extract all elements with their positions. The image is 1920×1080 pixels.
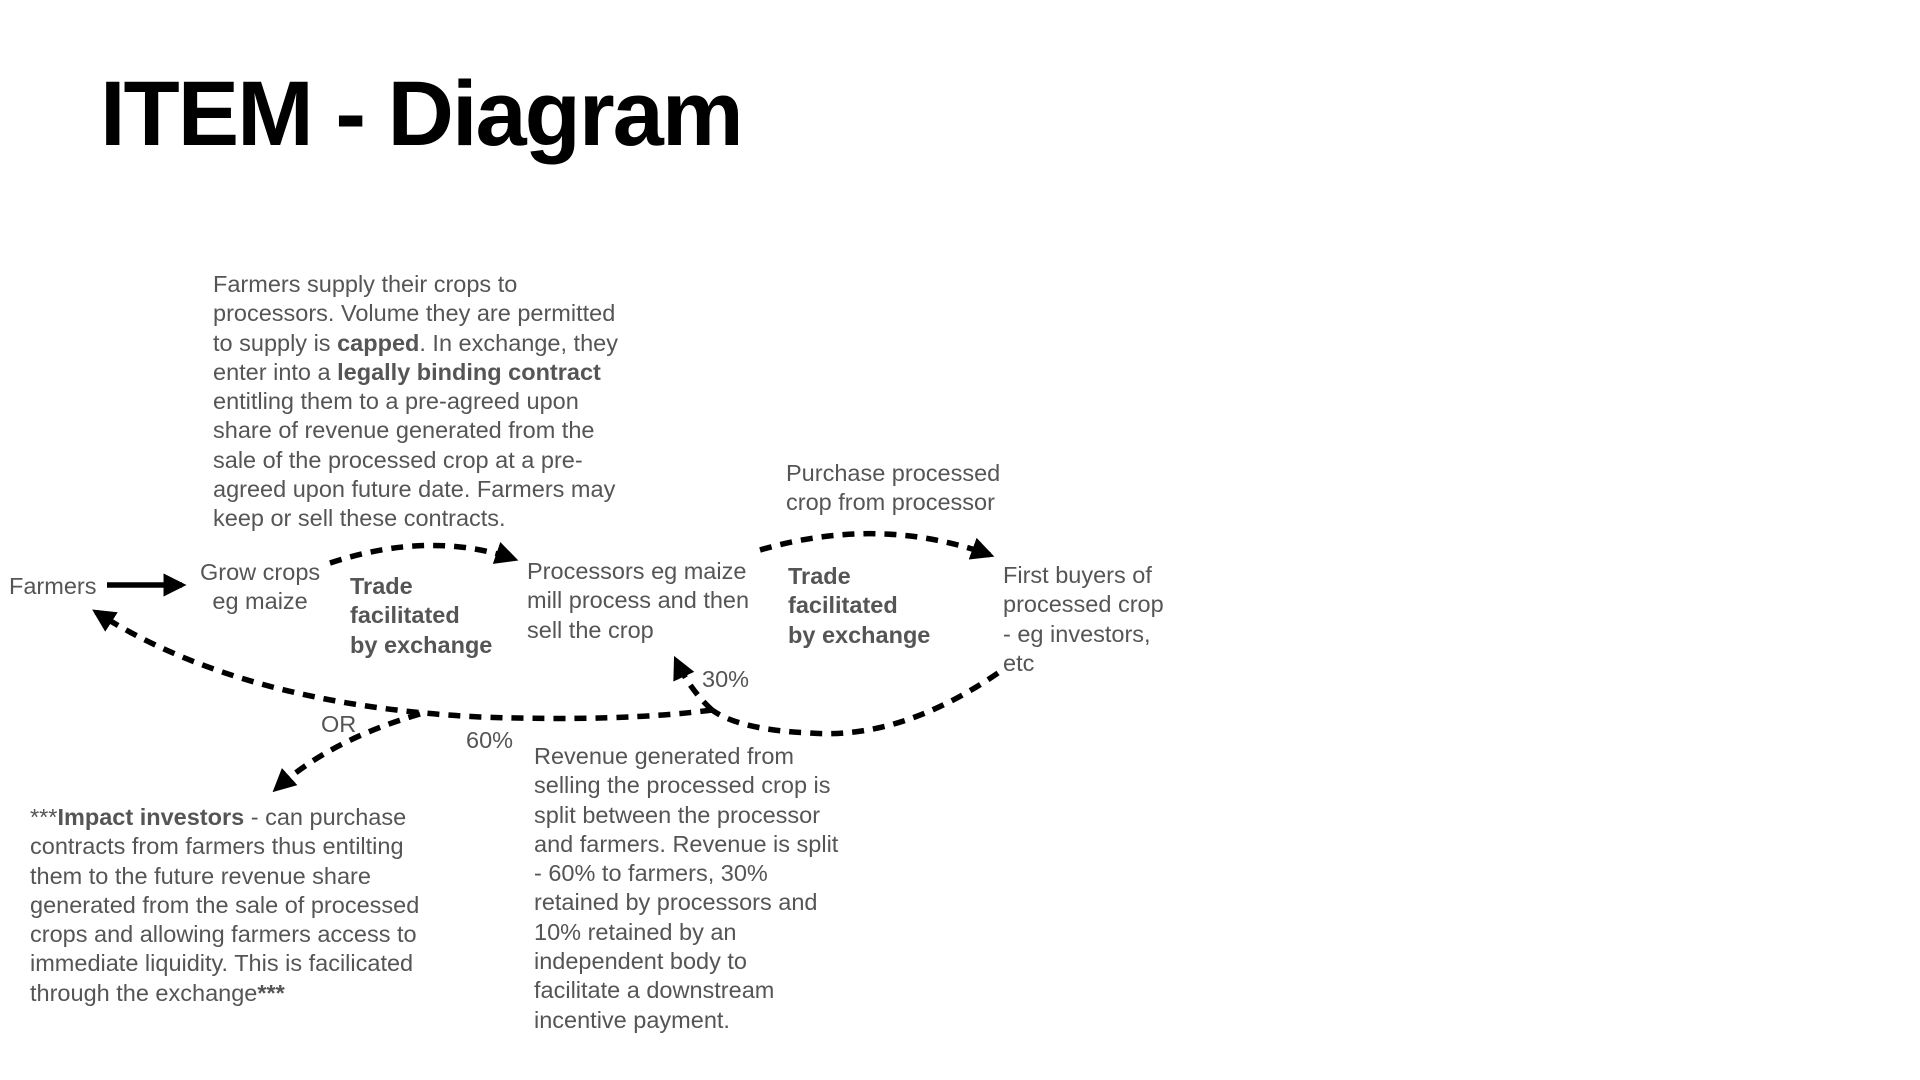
capped-emphasis: capped [337, 329, 420, 356]
pct-30-label: 30% [702, 666, 750, 692]
note-line: facilitate a downstream [534, 977, 775, 1004]
note-line: 10% retained by an [534, 918, 737, 945]
trade-facilitated-label-1: Trade facilitated by exchange [350, 573, 493, 658]
note-line: through the exchange*** [30, 979, 285, 1006]
note-line: processors. Volume they are permitted [213, 300, 616, 327]
note-line: split between the processor [534, 801, 821, 828]
note-line: Farmers supply their crops to [213, 271, 518, 297]
note-line: independent body to [534, 948, 747, 975]
or-label: OR [321, 711, 357, 737]
note-line: retained by processors and [534, 889, 818, 916]
note-line: crops and allowing farmers access to [30, 921, 417, 948]
page-title: ITEM - Diagram [100, 63, 742, 165]
impact-investors-emphasis: Impact investors [57, 804, 245, 830]
note-line: selling the processed crop is [534, 772, 831, 799]
pct-60-label: 60% [466, 727, 514, 753]
grow-to-processors-arrow [330, 545, 514, 563]
farmers-supply-note [213, 270, 618, 534]
processors-node: Processors eg maize mill process and then sell the crop [527, 558, 750, 643]
note-line: to supply is capped. In exchange, they [213, 329, 618, 356]
legally-binding-contract-emphasis: legally binding contract [337, 358, 601, 385]
note-line: enter into a legally binding contract [213, 358, 601, 385]
buyers-revenue-return-curve [712, 673, 998, 734]
impact-investors-note [30, 803, 419, 1008]
note-line: incentive payment. [534, 1006, 730, 1033]
revenue-split-note [534, 742, 838, 1035]
note-line: Revenue generated from [534, 743, 794, 769]
purchase-label: Purchase processed crop from processor [786, 460, 1001, 516]
note-line: ***Impact investors - can purchase [30, 804, 407, 830]
processors-to-buyers-arrow [760, 534, 990, 555]
note-line: entitling them to a pre-agreed upon [213, 388, 579, 415]
note-line: contracts from farmers thus entilting [30, 833, 404, 860]
trade-facilitated-label-2: Trade facilitated by exchange [788, 563, 931, 648]
farmers-node: Farmers [9, 573, 97, 599]
note-line: generated from the sale of processed [30, 891, 420, 918]
note-line: - 60% to farmers, 30% [534, 860, 768, 887]
grow-crops-node: Grow crops eg maize [200, 559, 321, 615]
note-line: immediate liquidity. This is facilicated [30, 950, 414, 977]
note-line: them to the future revenue share [30, 862, 371, 889]
note-line: and farmers. Revenue is split [534, 830, 839, 857]
note-line: share of revenue generated from the [213, 417, 595, 444]
note-line: sale of the processed crop at a pre- [213, 446, 583, 473]
note-line: agreed upon future date. Farmers may [213, 476, 616, 503]
first-buyers-node: First buyers of processed crop - eg investors, etc [1003, 562, 1164, 676]
note-line: keep or sell these contracts. [213, 505, 506, 532]
